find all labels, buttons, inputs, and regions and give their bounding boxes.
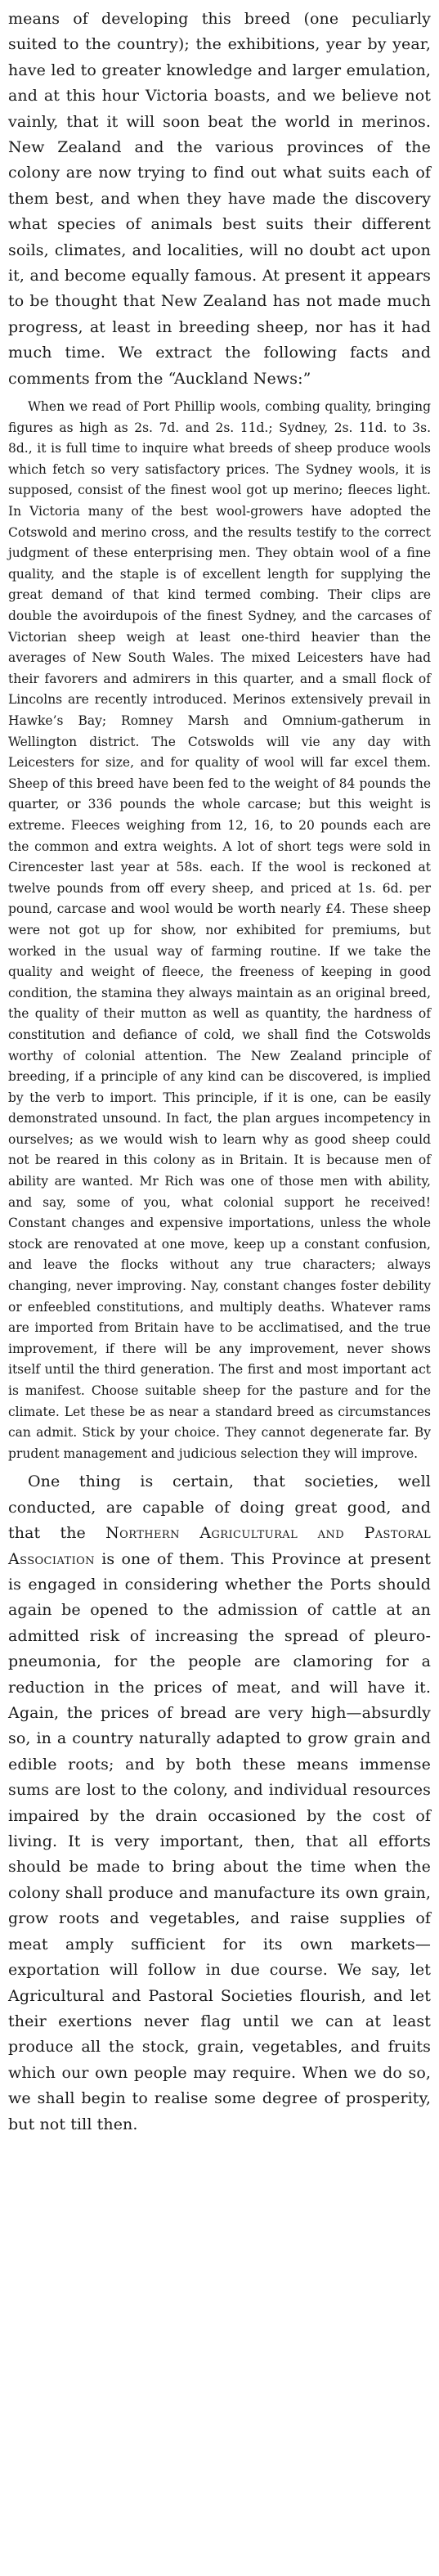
association-name: Northern Agricultural and Pastoral Association	[8, 1524, 431, 1568]
auckland-news-extract: When we read of Port Phillip wools, combing quality, bringing figures as high as 2s. 7d. and 2s. 11d.; Sydney, 2s. 11d. to 3s. 8d., it is full time to inquire what breeds of sheep produce wools which fetch so very satisfactory prices. The Sydney wools, it is supposed, consist of the finest wool got up merino; fleeces light. In Victoria many of the best wool-growers have adopted the Cotswold and merino cross, and the results testify to the correct judgment of these enterprising men. They obtain wool of a fine quality, and the staple is of excellent length for supplying the great demand of that kind termed combing. Their clips are double the avoirdupois of the finest Sydney, and the carcases of Victorian sheep weigh at least one-third heavier than the averages of New South Wales. The mixed Leicesters have had their favorers and admirers in this quarter, and a small flock of Lincolns are recently introduced. Merinos extensively prevail in Hawke’s Bay; Romney Marsh and Omnium-gatherum in Wellington district. The Cotswolds will vie any day with Leicesters for size, and for quality of wool will far excel them. Sheep of this breed have been fed to the weight of 84 pounds the quarter, or 336 pounds the whole carcase; but this weight is extreme. Fleeces weighing from 12, 16, to 20 pounds each are the common and extra weights. A lot of short tegs were sold in Cirencester last year at 58s. each. If the wool is reckoned at twelve pounds from off every sheep, and priced at 1s. 6d. per pound, carcase and wool would be worth nearly £4. These sheep were not got up for show, nor exhibited for premiums, but worked in the usual way of farming routine. If we take the quality and weight of fleece, the freeness of keeping in good condition, the stamina they always maintain as an original breed, the quality of their mutton as well as quantity, the hardness of constitution and defiance of cold, we shall find the Cotswolds worthy of colonial attention. The New Zealand principle of breeding, if a principle of any kind can be discovered, is implied by the verb to import. This principle, if it is one, can be easily demonstrated unsound. In fact, the plan argues incompetency in ourselves; as we would wish to learn why as good sheep could not be reared in this colony as in Britain. It is because men of ability are wanted. Mr Rich was one of those men with ability, and say, some of you, what colonial support he received! Constant changes and expensive importations, unless the whole stock are renovated at one move, keep up a constant confusion, and leave the flocks without any true characters; always changing, never improving. Nay, constant changes foster debility or enfeebled constitutions, and multiply deaths. Whatever rams are imported from Britain have to be acclimatised, and the true improvement, if there will be any improvement, never shows itself until the third generation. The first and most important act is manifest. Choose suitable sheep for the pasture and for the climate. Let these be as near a standard breed as circumstances can admit. Stick by your choice. They cannot degenerate far. By prudent management and judicious selection they will improve.	[8, 399, 431, 1461]
closing-paragraph-intro: One thing is certain, that societies, well conducted, are capable of doing great good, and that the	[8, 1472, 431, 1543]
newspaper-column	[8, 7, 431, 2142]
closing-paragraph-body: is one of them. This Province at present is engaged in considering whether the Ports should again be opened to the admission of cattle at an admitted risk of increasing the spread of pleuro-pneumonia, for the people are clamoring for a reduction in the prices of meat, and will have it. Again, the prices of bread are very high—absurdly so, in a country naturally adapted to grow grain and edible roots; and by both these means immense sums are lost to the colony, and individual resources impaired by the drain occasioned by the cost of living. It is very important, then, that all efforts should be made to bring about the time when the colony shall produce and manufacture its own grain, grow roots and vegetables, and raise supplies of meat amply sufficient for its own markets—exportation will follow in due course. We say, let Agricultural and Pastoral Societies flourish, and let their exertions never flag until we can at least produce all the stock, grain, vegetables, and fruits which our own people may require. When we do so, we shall begin to realise some degree of prosperity, but not till then.	[8, 1549, 432, 2133]
closing-paragraph	[8, 1469, 431, 2138]
opening-paragraph: means of developing this breed (one peculiarly suited to the country); the exhibitions, year by year, have led to greater knowledge and larger emulation, and at this hour Victoria boasts, and we believe not vainly, that it will soon beat the world in merinos. New Zealand and the various provinces of the colony are now trying to find out what suits each of them best, and when they have made the discovery what species of animals best suits their different soils, climates, and localities, will no doubt act upon it, and become equally famous. At present it appears to be thought that New Zealand has not made much progress, at least in breeding sheep, nor has it had much time. We extract the following facts and comments from the “Auckland News:”	[8, 10, 431, 388]
